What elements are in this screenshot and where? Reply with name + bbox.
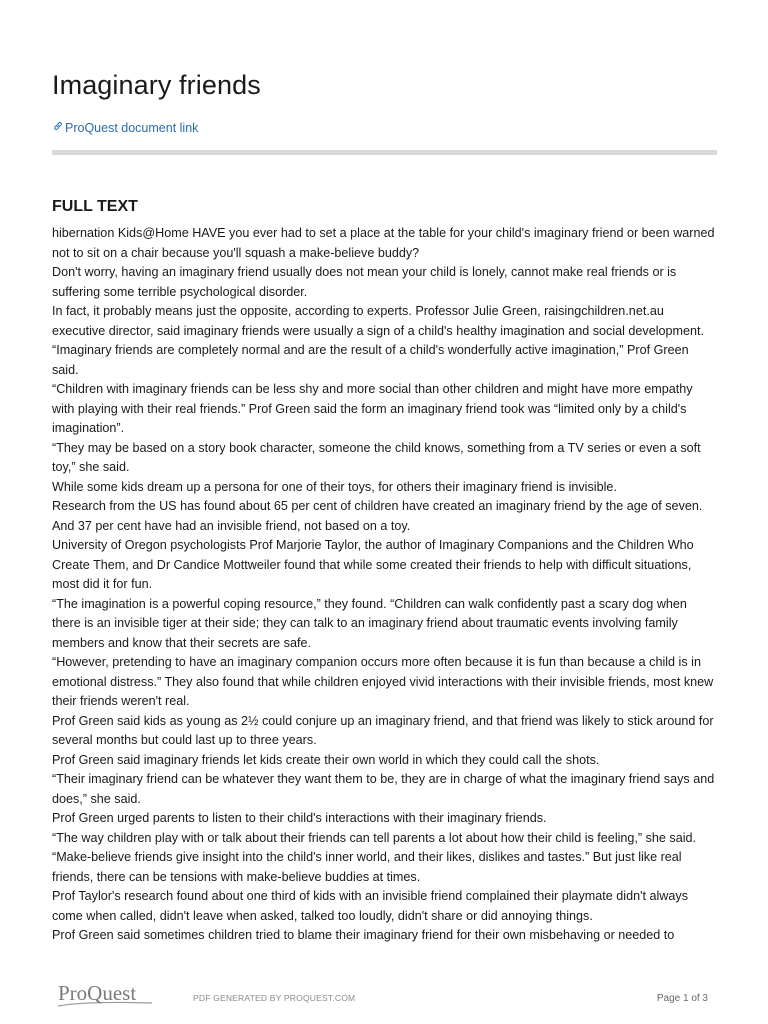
body-paragraph: “The imagination is a powerful coping resource,” they found. “Children can walk confidently past a scary dog when there is an invisible tiger at their side; they can talk to an imaginary friend about traumatic events involving family members and know that their secrets are safe. <box>52 596 687 650</box>
header-divider <box>52 150 717 155</box>
body-paragraph: “The way children play with or talk about their friends can tell parents a lot about how their child is feeling,” she said. <box>52 830 697 845</box>
body-paragraph: Prof Green said kids as young as 2½ could conjure up an imaginary friend, and that friend was likely to stick around for several months but could last up to three years. <box>52 713 714 747</box>
body-paragraph: “Imaginary friends are completely normal and are the result of a child's wonderfully active imagination,” Prof Green said. <box>52 343 689 377</box>
body-paragraph: “Children with imaginary friends can be less shy and more social than other children and might have more empathy with playing with their real friends.” Prof Green said the form an imaginary friend took was “limited only by a child's imagination”. <box>52 382 693 435</box>
proquest-document-link-label: ProQuest document link <box>65 120 199 135</box>
body-paragraph: hibernation Kids@Home HAVE you ever had to set a place at the table for your child's imaginary friend or been warned not to sit on a chair because you'll squash a make-believe buddy? <box>52 226 715 260</box>
page-number: Page 1 of 3 <box>656 993 708 1004</box>
proquest-logo-text: ProQuest <box>58 981 137 1005</box>
body-paragraph: Prof Green said sometimes children tried to blame their imaginary friend for their own misbehaving or needed to <box>52 928 675 942</box>
body-paragraph: “Their imaginary friend can be whatever they want them to be, they are in charge of what the imaginary friend says and does,” she said. <box>52 772 715 806</box>
body-paragraph: University of Oregon psychologists Prof Marjorie Taylor, the author of Imaginary Companions and the Children Who Create Them, and Dr Candice Mottweiler found that while some created their friends to help with difficult situations, most did it for fun. <box>52 538 694 591</box>
body-paragraph: “However, pretending to have an imaginary companion occurs more often because it is fun than because a child is in emotional distress.” They also found that while children enjoyed vivid interactions with their invisible friends, most knew their friends weren't real. <box>52 655 714 708</box>
body-paragraph: “They may be based on a story book character, someone the child knows, something from a TV series or even a soft toy,” she said. <box>52 440 701 474</box>
body-paragraph: Research from the US has found about 65 per cent of children have created an imaginary friend by the age of seven. And 37 per cent have had an invisible friend, not based on a toy. <box>52 499 703 533</box>
body-paragraph: Don't worry, having an imaginary friend usually does not mean your child is lonely, cannot make real friends or is suffering some terrible psychological disorder. <box>52 265 677 299</box>
document-title: Imaginary friends <box>52 70 261 100</box>
proquest-document-link[interactable] <box>52 120 198 135</box>
full-text-body <box>52 224 717 946</box>
section-heading-full-text: FULL TEXT <box>52 198 138 215</box>
body-paragraph: “Make-believe friends give insight into the child's inner world, and their likes, dislikes and tastes.” But just like real friends, there can be tensions with make-believe buddies at times. <box>52 850 682 884</box>
body-paragraph: While some kids dream up a persona for one of their toys, for others their imaginary friend is invisible. <box>52 479 617 494</box>
body-paragraph: Prof Green urged parents to listen to their child's interactions with their imaginary friends. <box>52 811 547 825</box>
chain-link-icon <box>52 120 64 135</box>
body-paragraph: Prof Green said imaginary friends let kids create their own world in which they could call the shots. <box>52 752 600 767</box>
proquest-logo <box>56 976 156 1010</box>
pdf-generated-note: PDF GENERATED BY PROQUEST.COM <box>193 993 356 1003</box>
body-paragraph: In fact, it probably means just the opposite, according to experts. Professor Julie Green, raisingchildren.net.au executive director, said imaginary friends were usually a sign of a child's healthy imagination and social development. <box>52 304 705 338</box>
body-paragraph: Prof Taylor's research found about one third of kids with an invisible friend complained their playmate didn't always come when called, didn't leave when asked, talked too loudly, didn't share or did annoying things. <box>52 889 689 923</box>
